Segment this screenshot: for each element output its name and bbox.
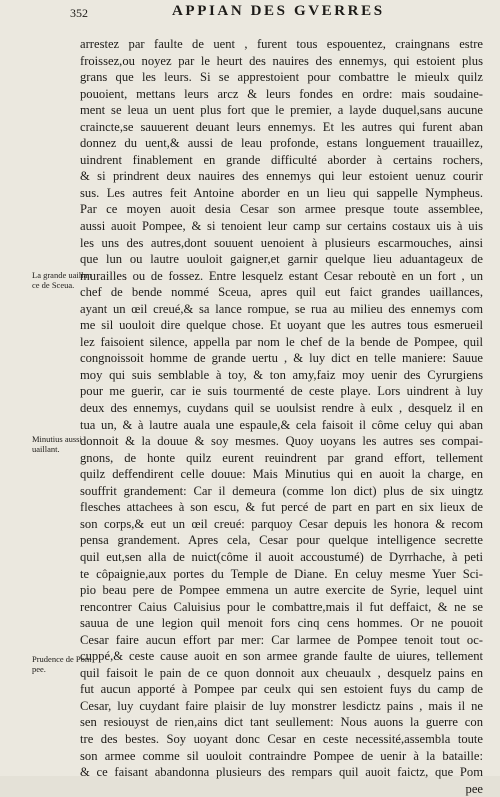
text-line: chef de bende nommé Sceua, apres quil eut faict grandes uaillances, [80,285,483,300]
text-line: & si prindrent deux nauires des ennemys qui leur estoient uenuz courir [80,169,483,184]
text-line: uindrent finablement en grande difficulté aborder à certains rochers, [80,152,483,167]
text-line: pour me guerir, car ie suis tourmenté de ceste playe. Lors uindrent à luy [80,384,483,399]
text-line: quil faisoit le pain de ce quon donnoit aux cheuaulx , desquelz pains en [80,665,483,680]
page-header [0,2,500,24]
text-line: sus. Les autres feit Antoine aborder en un lieu qui sappelle Nympheus. [80,185,483,200]
text-line: que lun ou lautre uouloit gaigner,et garnir quelque lieu aduantageux de [80,252,483,267]
margin-note-line: Minutius aussi [32,434,82,444]
text-line: donnoit & la douue & soy mesmes. Quoy uoyans les autres ses compai- [80,434,483,449]
margin-note-line: Prudence de Pom [32,654,92,664]
text-line: craincte,se sauuerent deuant leurs ennemys. Et les autres qui furent aban [80,119,483,134]
text-line: gnons, de honte quilz eurent reuindrent par grand effort, tellement [80,450,483,465]
text-line: tua un, & à lautre auala une espaule,& cela faisoit il côme celuy qui aban [80,417,483,432]
text-line: son armee comme sil uouloit contraindre Pompee de uenir à la bataille: [80,748,483,763]
body-text [80,36,483,797]
text-line: rencontrer Caius Caluisius pour le combattre,mais il fut deffaict, & ne se [80,599,483,614]
text-line: aussi auoit Pompee, & si tenoient leur camp sur certains costaux uis à uis [80,219,483,234]
text-line: froissez,ou noyez par le heurt des nauires des ennemys, qui estoient plus [80,53,483,68]
text-line: grans que les leurs. Si se apprestoient pour combattre le mieulx quilz [80,70,483,85]
margin-note [32,654,92,674]
text-line: sen resiouyst de rien,ains dict tant seullement: Nous auons la guerre con [80,715,483,730]
text-line: murailles ou de fossez. Entre lesquelz estant Cesar reboutè en un fort , un [80,268,483,283]
text-line: & ce faisant abandonna plusieurs des rempars quil auoit faictz, que Pom [80,765,483,780]
text-line: te côpaignie,aux portes du Temple de Diane. En celuy mesme Yuer Sci- [80,566,483,581]
text-line: son corps,& eut un œil creué: parquoy Cesar depuis les honora & recom [80,516,483,531]
text-line: quil eut,sen alla de nuict(côme il auoit accoustumé) de Dyrrhache, à peti [80,549,483,564]
margin-note [32,434,80,454]
margin-note-line: ce de Sceua. [32,280,75,290]
page-number: 352 [70,6,88,20]
text-line: donnez du uent,& aussi de leau profonde, estans longuement trauaillez, [80,136,483,151]
text-line: Cesar faire aucun effort par mer: Car larmee de Pompee tenoit tout oc- [80,632,483,647]
text-line: congnoissoit homme de grande uertu , & luy dict en telle maniere: Sauue [80,351,483,366]
margin-note-line: La grande uaillan [32,270,92,280]
text-line: pio beau pere de Pompee emmena un autre exercite de Syrie, lequel uint [80,583,483,598]
text-line: ment se leua un uent plus fort que le premier, a layde duquel,sans aucune [80,103,483,118]
text-line: moy qui suis semblable à toy, & ton amy,faiz moy uenir des Cyrurgiens [80,367,483,382]
running-head: APPIAN DES GVERRES [172,3,385,19]
text-line: Cesar, luy cuydant faire plaisir de luy monstrer lesdictz pains , mais il ne [80,698,483,713]
text-line: pouoient, mettans leurs arcz & leurs fondes en ordre: mais soudaine- [80,86,483,101]
text-line: les uns des autres,dont souuent uenoient à plusieurs escarmouches, ainsi [80,235,483,250]
margin-note [32,270,92,290]
text-line: fut aucun apporté à Pompee par ceulx qui sen estoient fuys du camp de [80,682,483,697]
text-line: Par ce moyen auoit desia Cesar son armee presque toute assemblee, [80,202,483,217]
text-line: lez faisoient silence, appella par nom le chef de la bende de Pompee, quil [80,334,483,349]
text-line: arrestez par faulte de uent , furent tous espouentez, craingnans estre [80,37,483,51]
text-line: me sil uouloit dire quelque chose. Et uoyant que les autres tous esmerueil [80,318,483,333]
text-line: pensa grandement. Apres cela, Cesar pour quelque intelligence secrette [80,533,483,548]
text-line: pee [465,781,483,796]
text-line: tre des bestes. Soy uoyant donc Cesar en ceste necessité,assembla toute [80,731,483,746]
text-line: deux des ennemys, cuydans quil se uoulsist rendre à eulx , desquelz il en [80,401,483,416]
text-line: quilz deffendirent celle douue: Mais Minutius qui en auoit la charge, en [80,467,483,482]
text-line: souffrit grandement: Car il demeura (comme lon dict) plus de six uingtz [80,483,483,498]
text-line: flesches attachees à son escu, & fut percé de part en part en six lieux de [80,500,483,515]
margin-note-line: uaillant. [32,444,60,454]
margin-note-line: pee. [32,664,46,674]
text-line: ayant un œil creué,& sa lance rompue, se rua au milieu des ennemys com [80,301,483,316]
text-line: cuppé,& ceste cause auoit en son armee grande faulte de uiures, tellement [80,649,483,664]
text-line: sauua de une legion quil menoit fors cinq cens hommes. Or ne pouoit [80,616,483,631]
